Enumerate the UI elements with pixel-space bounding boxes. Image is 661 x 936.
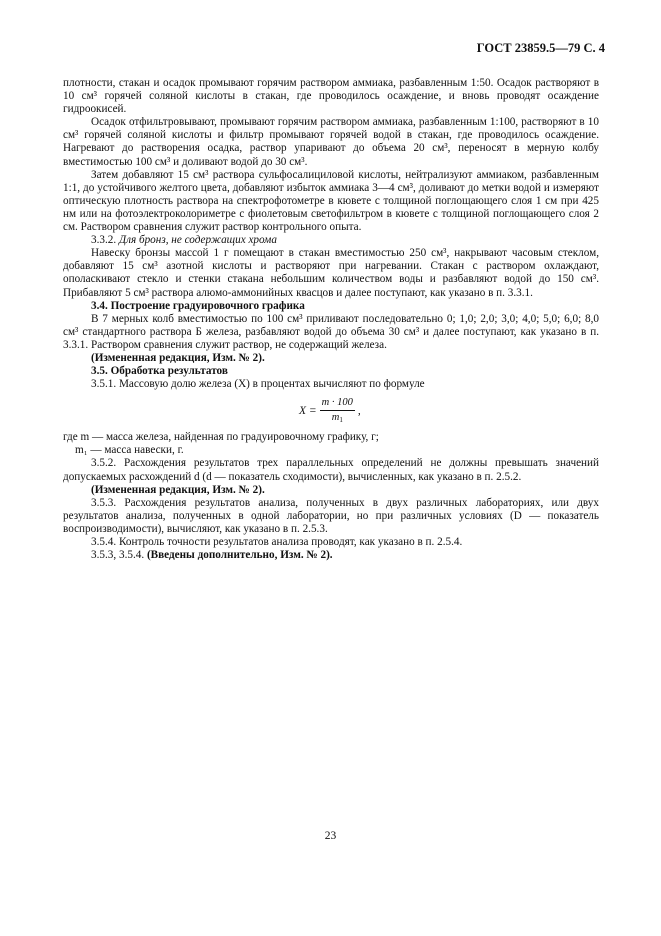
page-header: ГОСТ 23859.5—79 С. 4	[476, 41, 605, 55]
paragraph: плотности, стакан и осадок промывают горячим раствором аммиака, разбавленным 1:50. Осадок растворяют в 10 см³ горячей соляной кислоты в стакан, где проводилось осаждение, и вновь проводят осаждение гидроокисей.	[63, 77, 599, 116]
page-content	[63, 77, 599, 562]
paragraph	[63, 549, 599, 562]
section-title: Для бронз, не содержащих хрома	[118, 234, 277, 247]
paragraph: 3.5.1. Массовую долю железа (X) в процентах вычисляют по формуле	[91, 378, 425, 391]
page-number: 23	[324, 830, 337, 842]
paragraph: В 7 мерных колб вместимостью по 100 см³ приливают последовательно 0; 1,0; 2,0; 3,0; 4,0; 5,0; 6,0; 8,0 см³ стандартного раствора Б железа, разбавляют водой до объема 30 см³ и далее поступают, как указано в п. 3.3.1. Раствором сравнения служит раствор, не содержащий железа.	[63, 312, 599, 351]
formula	[299, 397, 361, 426]
formula-legend-m1: m₁ — масса навески, г.	[75, 444, 184, 457]
paragraph: Осадок отфильтровывают, промывают горячим раствором аммиака, разбавленным 1:100, растворяют в 10 см³ горячей соляной кислоты и фильтр промывают горячей водой в стакан, где проводилось осаждение. Нагревают до растворения осадка, раствор упаривают до объема 20 см³, переносят в мерную колбу вместимостью 100 см³ и доливают водой до 30 см³.	[63, 116, 599, 168]
formula-denominator	[332, 411, 343, 426]
paragraph: Навеску бронзы массой 1 г помещают в стакан вместимостью 250 см³, накрывают часовым стеклом, добавляют 15 см³ азотной кислоты и растворяют при нагревании. Стакан с раствором охлаждают, ополаскивают стекло и стенки стакана небольшим количеством воды и разбавляют водой до 150 см³. Прибавляют 5 см³ раствора алюмо-аммонийных квасцов и далее поступают, как указано в п. 3.3.1.	[63, 247, 599, 299]
amendment-note: (Измененная редакция, Изм. № 2).	[91, 483, 265, 496]
paragraph: 3.5.2. Расхождения результатов трех параллельных определений не должны превышать значений допускаемых расхождений d (d — показатель сходимости), вычисленных, как указано в п. 2.5.2.	[63, 457, 599, 483]
paragraph: 3.5.3. Расхождения результатов анализа, полученных в двух различных лабораториях, или двух результатов анализа, полученных в одной лаборатории, но при различных условиях (D — показатель воспроизводимости), вычисляют, как указано в п. 2.5.3.	[63, 496, 599, 535]
formula-lhs: X =	[299, 405, 317, 418]
section-3-4-heading: 3.4. Построение градуировочного графика	[91, 299, 305, 312]
paragraph: Затем добавляют 15 см³ раствора сульфосалициловой кислоты, нейтрализуют аммиаком, разбавленным 1:1, до устойчивого желтого цвета, добавляют избыток аммиака 3—4 см³, доливают до метки водой и измеряют оптическую плотность раствора на спектрофотометре в кювете с толщиной поглощающего слоя 1 см при 425 нм или на фотоэлектроколориметре с фиолетовым светофильтром в кювете с толщиной поглощающего слоя 2 см. Раствором сравнения служит раствор контрольного опыта.	[63, 168, 599, 234]
section-3-3-2-heading	[63, 234, 599, 247]
formula-trail: ,	[357, 405, 361, 418]
section-number: 3.3.2.	[91, 234, 117, 247]
formula-legend-m: где m — масса железа, найденная по градуировочному графику, г;	[63, 431, 379, 444]
formula-fraction	[320, 397, 355, 426]
amendment-note: (Введены дополнительно, Изм. № 2).	[146, 549, 333, 562]
denominator-var: m	[331, 412, 340, 424]
paragraph-prefix: 3.5.3, 3.5.4.	[91, 549, 145, 562]
paragraph: 3.5.4. Контроль точности результатов анализа проводят, как указано в п. 2.5.4.	[91, 536, 463, 548]
section-3-5-heading: 3.5. Обработка результатов	[91, 365, 228, 378]
formula-numerator: m · 100	[320, 397, 355, 411]
amendment-note: (Измененная редакция, Изм. № 2).	[91, 351, 265, 364]
formula-block	[63, 391, 599, 431]
denominator-subscript: 1	[339, 416, 343, 425]
